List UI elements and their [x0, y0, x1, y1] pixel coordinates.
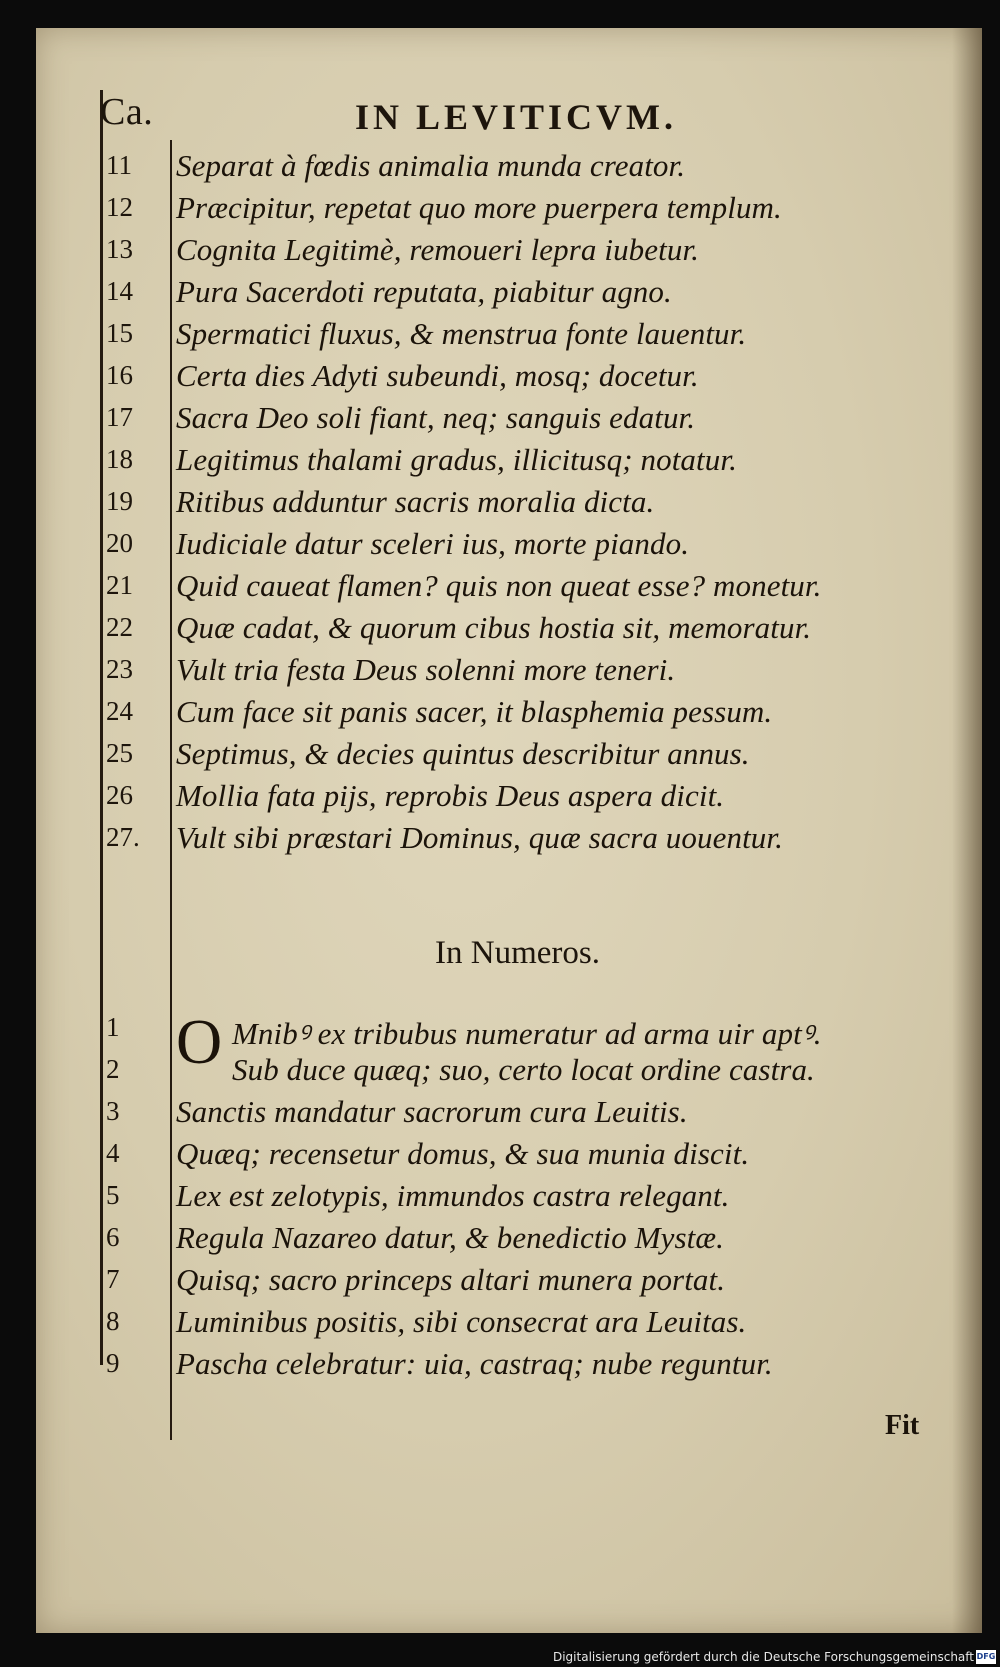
summary-line: Spermatici fluxus, & menstrua fonte lauentur. — [176, 316, 747, 351]
margin-rule-inner — [170, 140, 172, 1440]
chapter-number: 1 — [106, 1012, 120, 1042]
summary-line: Septimus, & decies quintus describitur annus. — [176, 736, 750, 771]
summary-line: Quæ cadat, & quorum cibus hostia sit, memoratur. — [176, 610, 812, 645]
chapter-number: 3 — [106, 1096, 120, 1126]
chapter-number: 27. — [106, 822, 140, 852]
chapter-number: 20 — [106, 528, 133, 558]
chapter-number: 17 — [106, 402, 133, 432]
chapter-number: 4 — [106, 1138, 120, 1168]
chapter-number: 14 — [106, 276, 133, 306]
summary-line: Certa dies Adyti subeundi, mosq; docetur. — [176, 358, 699, 393]
chapter-number: 12 — [106, 192, 133, 222]
chapter-number: 8 — [106, 1306, 120, 1336]
summary-line: Sacra Deo soli fiant, neq; sanguis edatur. — [176, 400, 696, 435]
page-edge-shadow — [952, 28, 982, 1633]
summary-line: Cognita Legitimè, remoueri lepra iubetur. — [176, 232, 700, 267]
summary-line: Vult tria festa Deus solenni more teneri. — [176, 652, 676, 687]
summary-line: Legitimus thalami gradus, illicitusq; notatur. — [176, 442, 737, 477]
margin-rule-outer — [100, 90, 103, 1365]
summary-line: Cum face sit panis sacer, it blasphemia pessum. — [176, 694, 773, 729]
chapter-number: 5 — [106, 1180, 120, 1210]
summary-line: Quid caueat flamen? quis non queat esse? monetur. — [176, 568, 822, 603]
chapter-number: 24 — [106, 696, 133, 726]
drop-initial: O — [176, 1006, 223, 1077]
chapter-number: 26 — [106, 780, 133, 810]
chapter-number: 6 — [106, 1222, 120, 1252]
summary-line: Lex est zelotypis, immundos castra relegant. — [176, 1178, 730, 1213]
summary-line: Sub duce quæq; suo, certo locat ordine castra. — [232, 1052, 815, 1087]
summary-line: Mnibꝰ ex tribubus numeratur ad arma uir aptꝰ. — [232, 1016, 822, 1051]
summary-line: Præcipitur, repetat quo more puerpera templum. — [176, 190, 782, 225]
summary-line: Quisq; sacro princeps altari munera portat. — [176, 1262, 726, 1297]
running-title: IN LEVITICVM. — [355, 97, 678, 137]
summary-line: Pascha celebratur: uia, castraq; nube reguntur. — [176, 1346, 773, 1381]
summary-line: Vult sibi præstari Dominus, quæ sacra uouentur. — [176, 820, 783, 855]
chapter-number: 2 — [106, 1054, 120, 1084]
chapter-number: 25 — [106, 738, 133, 768]
chapter-column-label: Ca. — [100, 91, 154, 133]
chapter-number: 9 — [106, 1348, 120, 1378]
section-heading: In Numeros. — [435, 935, 600, 971]
summary-line: Mollia fata pijs, reprobis Deus aspera dicit. — [176, 778, 725, 813]
summary-line: Ritibus adduntur sacris moralia dicta. — [176, 484, 655, 519]
chapter-number: 7 — [106, 1264, 120, 1294]
summary-line: Pura Sacerdoti reputata, piabitur agno. — [176, 274, 672, 309]
summary-line: Iudiciale datur sceleri ius, morte piando. — [176, 526, 690, 561]
chapter-number: 18 — [106, 444, 133, 474]
chapter-number: 22 — [106, 612, 133, 642]
summary-line: Separat à fœdis animalia munda creator. — [176, 148, 686, 183]
chapter-number: 23 — [106, 654, 133, 684]
chapter-number: 16 — [106, 360, 133, 390]
chapter-number: 15 — [106, 318, 133, 348]
summary-line: Luminibus positis, sibi consecrat ara Leuitas. — [176, 1304, 747, 1339]
chapter-number: 13 — [106, 234, 133, 264]
dfg-logo: DFG — [976, 1650, 996, 1664]
catchword: Fit — [885, 1410, 920, 1441]
chapter-number: 21 — [106, 570, 133, 600]
summary-line: Quæq; recensetur domus, & sua munia discit. — [176, 1136, 750, 1171]
chapter-number: 19 — [106, 486, 133, 516]
summary-line: Regula Nazareo datur, & benedictio Mystæ. — [176, 1220, 724, 1255]
chapter-number: 11 — [106, 150, 132, 180]
digitization-credit: Digitalisierung gefördert durch die Deutsche Forschungsgemeinschaft — [552, 1650, 974, 1664]
summary-line: Sanctis mandatur sacrorum cura Leuitis. — [176, 1094, 688, 1129]
